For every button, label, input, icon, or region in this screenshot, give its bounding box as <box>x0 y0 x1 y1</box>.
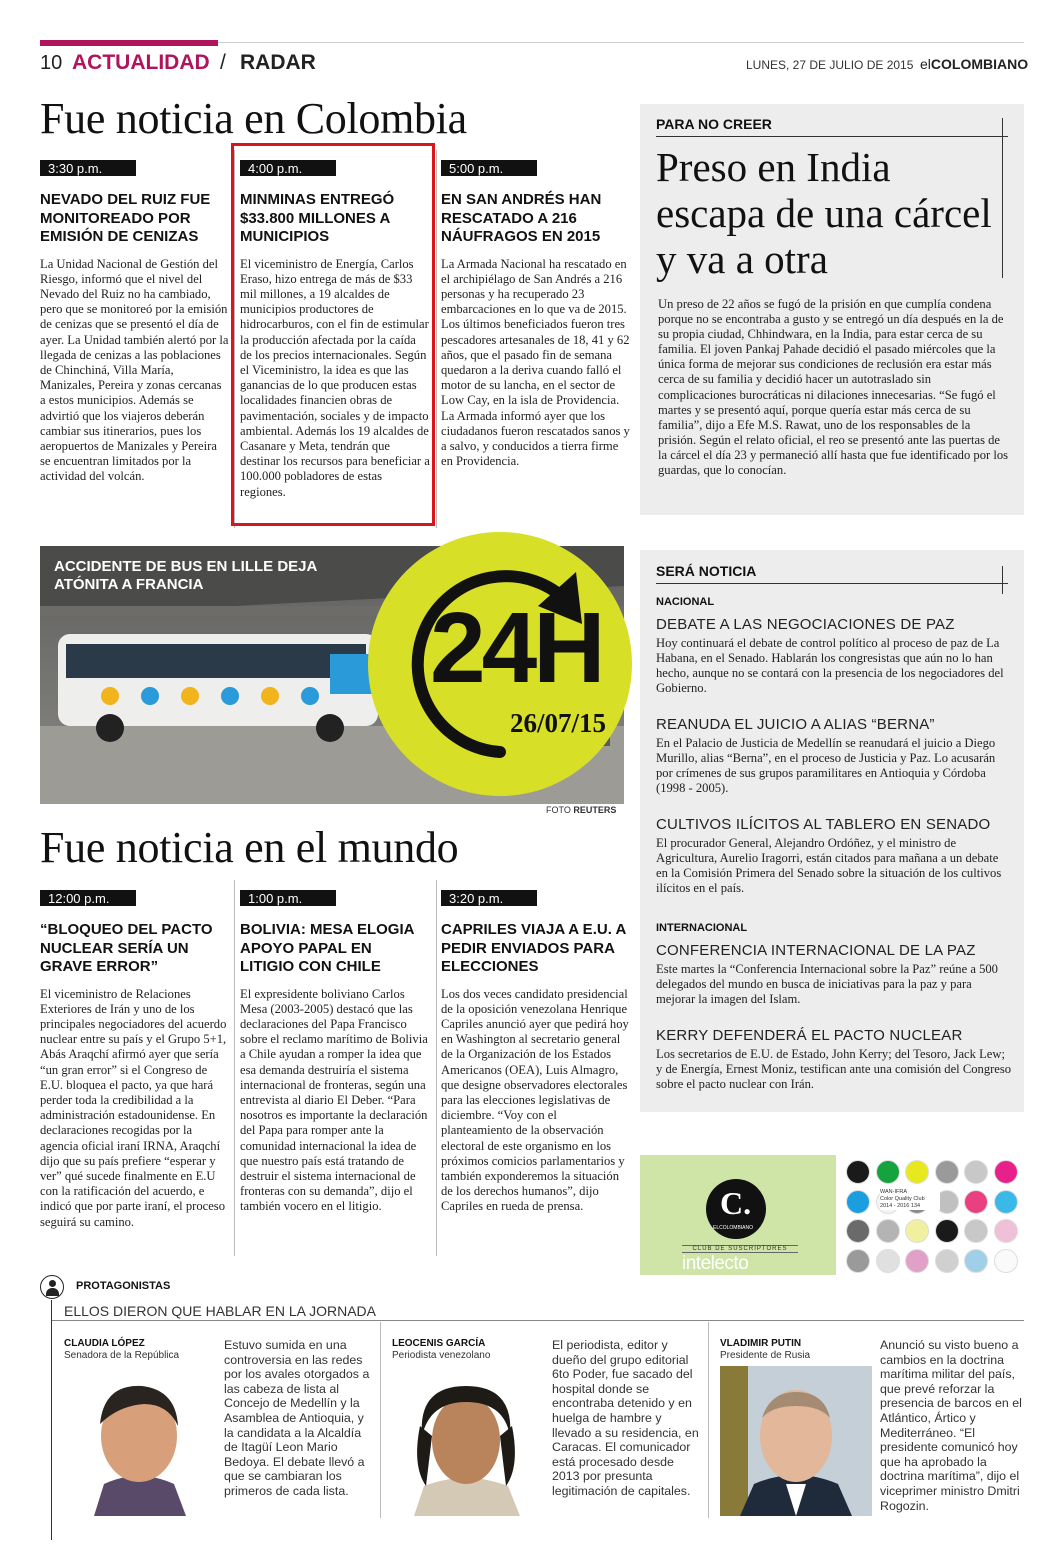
person-role: Presidente de Rusia <box>720 1350 811 1361</box>
logo-small-text: ELCOLOMBIANO <box>713 1225 754 1231</box>
para-no-creer-panel <box>640 104 1024 515</box>
item-headline: NEVADO DEL RUIZ FUE MONITOREADO POR EMISIÓN DE CENIZAS <box>40 191 211 245</box>
colombia-item-2 <box>240 158 430 500</box>
column-divider <box>708 1322 709 1518</box>
sera-item <box>656 816 1012 896</box>
mundo-item-1 <box>40 888 230 1230</box>
brand-prefix: el <box>920 56 931 72</box>
color-swatch <box>846 1190 870 1214</box>
section-separator: / <box>220 51 226 74</box>
item-headline: “BLOQUEO DEL PACTO NUCLEAR SERÍA UN GRAVE ERROR” <box>40 921 213 975</box>
sera-item-body: El procurador General, Alejandro Ordóñez, y el ministro de Agricultura, Aurelio Iragorri, están citados para mañana a un debate en la Comisión Primera del Senado sobre la situación de los cultivos ilícitos en el país. <box>656 836 1002 895</box>
panel-rule <box>1002 118 1003 278</box>
sera-item-headline: CONFERENCIA INTERNACIONAL DE LA PAZ <box>656 942 976 959</box>
sera-item-body: En el Palacio de Justicia de Medellín se reanudará el juicio a Diego Murillo, alias “Berna”, en el proceso de Justicia y Paz. Lo acusarán por crímenes de sus grupos paramilitares en Antioquia y Córdoba (1998 - 2005). <box>656 736 996 795</box>
protagonistas-divider <box>52 1320 1024 1321</box>
person-role: Senadora de la República <box>64 1350 180 1361</box>
brand-name: COLOMBIANO <box>930 56 1029 72</box>
person-name: VLADIMIR PUTIN <box>720 1338 802 1349</box>
header-rule <box>218 42 1024 43</box>
photo-credit-label: FOTO <box>546 805 571 815</box>
color-swatch <box>935 1160 959 1184</box>
24h-date: 26/07/15 <box>510 708 607 738</box>
sera-item <box>656 1027 1012 1092</box>
mundo-item-2 <box>240 888 430 1215</box>
item-body: La Unidad Nacional de Gestión del Riesgo, informó que el nivel del Nevado del Ruiz no ha cambiado, pero que se monitoreó por la emisión de cenizas que se presentó el día de ayer. La Unidad también alertó por la llegada de cenizas a las poblaciones de Chinchiná, Villa María, Manizales, Pereira y zonas cercanas a estos municipios. Además se advirtió que los viajeros deberán cambiar sus itinerarios, pues los aeropuertos de Manizales y Pereira se encuentran limitados por la actividad del volcán. <box>40 256 229 484</box>
item-body: La Armada Nacional ha rescatado en el archipiélago de San Andrés a 216 personas y ha recuperado 23 embarcaciones en lo que va de 2015. Los últimos beneficiados fueron tres pescadores artesanales de 18, 41 y 62 años, que el pasado fin de semana quedaron a la deriva cuando falló el motor de su lancha, en el sector de Low Cay, en la isla de Providencia. La Armada informó ayer que los ciudadanos fueron rescatados sanos y a salvo, y conducidos a tierra firme en Providencia. <box>441 256 630 469</box>
intelecto-ad[interactable] <box>640 1155 836 1275</box>
panel-rule <box>1002 566 1003 594</box>
item-time: 1:00 p.m. <box>240 890 336 906</box>
color-swatch <box>964 1160 988 1184</box>
portrait-image <box>64 1366 214 1516</box>
quality-line: WAN-IFRA <box>880 1189 907 1195</box>
color-swatch <box>935 1219 959 1243</box>
color-swatch <box>905 1219 929 1243</box>
color-swatch <box>876 1160 900 1184</box>
person-text: El periodista, editor y dueño del grupo editorial 6to Poder, fue sacado del hospital donde se encontraba detenido y en huelga de hambre y llevado a su residencia, en Caracas. El comunicador está procesado desde 2013 por presunta legitimación de capitales. <box>552 1338 699 1498</box>
quality-line: 2014 - 2016 134 <box>880 1203 921 1209</box>
quality-club-label <box>880 1189 940 1210</box>
mundo-section-title: Fue noticia en el mundo <box>40 823 459 872</box>
item-time: 12:00 p.m. <box>40 890 136 906</box>
color-swatch <box>964 1190 988 1214</box>
color-quality-bar <box>846 1160 1024 1272</box>
subsection-title: RADAR <box>240 51 316 74</box>
header-accent-bar <box>40 40 218 46</box>
sera-item-headline: CULTIVOS ILÍCITOS AL TABLERO EN SENADO <box>656 816 991 833</box>
mundo-item-3 <box>441 888 631 1215</box>
claudia-lopez-photo <box>64 1366 214 1516</box>
colombia-item-1 <box>40 158 230 485</box>
color-swatch <box>846 1249 870 1273</box>
photo-credit <box>546 805 616 815</box>
portrait-image <box>720 1366 872 1516</box>
sera-item-headline: KERRY DEFENDERÁ EL PACTO NUCLEAR <box>656 1027 963 1044</box>
club-label: CLUB DE SUSCRIPTORES <box>682 1245 798 1253</box>
color-swatch <box>964 1219 988 1243</box>
page-number: 10 <box>40 52 63 74</box>
sera-noticia-kicker: SERÁ NOTICIA <box>656 563 1008 584</box>
column-divider <box>234 880 235 1256</box>
color-swatch <box>994 1219 1018 1243</box>
newspaper-brand <box>920 56 1028 72</box>
24h-badge <box>368 532 632 796</box>
column-divider <box>380 1322 381 1518</box>
person-icon <box>40 1275 64 1299</box>
color-swatch <box>876 1219 900 1243</box>
color-swatch <box>994 1249 1018 1273</box>
person-name: LEOCENIS GARCÍA <box>392 1338 486 1349</box>
sera-noticia-nacional <box>656 596 1012 896</box>
logo-letter: C. <box>720 1185 752 1221</box>
protagonistas-rule <box>51 1300 52 1540</box>
sera-item-body: Este martes la “Conferencia Internacional sobre la Paz” reúne a 500 delegados del mundo en busca de iniciativas para la paz y para mejorar la imagen del Islam. <box>656 962 998 1006</box>
sera-item <box>656 616 1012 696</box>
group-label: NACIONAL <box>656 596 715 608</box>
sera-item <box>656 716 1012 796</box>
color-swatch <box>964 1249 988 1273</box>
color-swatch <box>846 1160 870 1184</box>
item-time: 4:00 p.m. <box>240 160 336 176</box>
item-body: El viceministro de Energía, Carlos Eraso, hizo entrega de más de $33 mil millones, a 19 alcaldes de municipios productores de hidrocarburos, con el fin de estimular la producción afectada por la caída de los precios internacionales. Según el Viceministro, la idea es que las ganancias de lo que producen estas localidades financien obras de pavimentación, sociales y de impacto ambiental. Además los 19 alcaldes de Casanare y Meta, tendrán que destinar los recursos para beneficiar a 100.000 pobladores de estas regiones. <box>240 256 430 499</box>
protagonistas-label: PROTAGONISTAS <box>76 1280 171 1292</box>
item-headline: MINMINAS ENTREGÓ $33.800 MILLONES A MUNICIPIOS <box>240 191 395 245</box>
section-title: ACTUALIDAD <box>72 51 210 74</box>
group-label: INTERNACIONAL <box>656 922 748 934</box>
photo-caption: ACCIDENTE DE BUS EN LILLE DEJA ATÓNITA A FRANCIA <box>54 558 317 593</box>
item-body: El viceministro de Relaciones Exteriores de Irán y uno de los principales negociadores del acuerdo nuclear entre su país y el Grupo 5+1, Abás Araqchí afirmó ayer que sería “un gran error” si el Congreso de E.U. bloquea el pacto, ya que hará perder toda la credibilidad a la administración estadounidense. En declaraciones recogidas por la agencia oficial iraní IRNA, Araqchí dijo que su país prefiere “esperar y ver” qué sucede finalmente en E.U con la ratificación del acuerdo, e indicó que por parte iraní, el proceso seguirá su camino. <box>40 986 227 1229</box>
item-body: El expresidente boliviano Carlos Mesa (2003-2005) destacó que las declaraciones del Papa Francisco sobre el reclamo marítimo de Bolivia a Chile ayudan a romper la idea que esa demanda destruiría el sistema internacional de fronteras, según una entrevista al diario El Deber. “Para nosotros es importante la declaración del Papa para romper ante la comunidad internacional la idea de que nuestro país está tratando de destruir el sistema internacional de fronteras con su demanda”, dijo el también vocero en el litigio. <box>240 986 428 1214</box>
column-divider <box>436 150 437 528</box>
leocenis-garcia-photo <box>392 1366 540 1516</box>
protagonistas-subtitle: ELLOS DIERON QUE HABLAR EN LA JORNADA <box>64 1303 376 1319</box>
photo-credit-source: REUTERS <box>573 805 617 815</box>
24h-label: 24H <box>430 592 602 704</box>
para-no-creer-kicker: PARA NO CREER <box>656 116 1008 137</box>
sera-noticia-internacional <box>656 922 1012 1092</box>
colombia-item-3 <box>441 158 631 469</box>
color-swatch <box>876 1249 900 1273</box>
person-text: Estuvo sumida en una controversia en las redes por los avales otorgados a las cabeza de lista al Concejo de Medellín y la Asamblea de Antioquia, y la candidata a la Alcaldía de Itagüí Leon Mario Bedoya. El debate llevó a que se cambiaran los primeros de cada lista. <box>224 1338 370 1498</box>
item-headline: EN SAN ANDRÉS HAN RESCATADO A 216 NÁUFRAGOS EN 2015 <box>441 191 602 245</box>
sera-item-headline: DEBATE A LAS NEGOCIACIONES DE PAZ <box>656 616 955 633</box>
color-swatch <box>994 1160 1018 1184</box>
para-no-creer-title: Preso en India escapa de una cárcel y va a otra <box>656 144 992 282</box>
person-name: CLAUDIA LÓPEZ <box>64 1338 145 1349</box>
intelecto-brand: intelecto <box>682 1253 749 1274</box>
color-swatch <box>935 1249 959 1273</box>
sera-noticia-panel <box>640 550 1024 1112</box>
color-swatch <box>994 1190 1018 1214</box>
color-swatch <box>905 1249 929 1273</box>
item-time: 3:20 p.m. <box>441 890 537 906</box>
item-time: 3:30 p.m. <box>40 160 136 176</box>
item-headline: CAPRILES VIAJA A E.U. A PEDIR ENVIADOS PARA ELECCIONES <box>441 921 626 975</box>
column-divider <box>436 880 437 1256</box>
colombia-section-title: Fue noticia en Colombia <box>40 94 467 143</box>
person-role: Periodista venezolano <box>392 1350 491 1361</box>
sera-item <box>656 942 1012 1007</box>
issue-date: LUNES, 27 DE JULIO DE 2015 <box>746 58 914 72</box>
item-headline: BOLIVIA: MESA ELOGIA APOYO PAPAL EN LITIGIO CON CHILE <box>240 921 414 975</box>
portrait-image <box>392 1366 540 1516</box>
quality-line: Color Quality Club <box>880 1196 925 1202</box>
item-time: 5:00 p.m. <box>441 160 537 176</box>
color-swatch <box>846 1219 870 1243</box>
para-no-creer-body: Un preso de 22 años se fugó de la prisión en que cumplía condena porque no se encontraba a gusto y se entregó un día después en la de su propia ciudad, Chhindwara, en la India, para estar cerca de su familia. El joven Pankaj Pahade decidió el pasado miércoles que la única forma de mejorar sus condiciones de reclusión era estar más cerca de su familia y decidió hacer un autotraslado sin complicaciones burocráticas ni dilaciones innecesarias. “Se fugó el martes y se presentó aquí, porque quería estar más cerca de su familia”, dijo a Efe M.S. Rawat, uno de los responsables de la prisión. Según el relato oficial, el reo se presentó ante las puertas de la cárcel el día 23 y permaneció allí hasta que fue identificado por los guardas, que lo conocían. <box>658 297 1009 478</box>
person-text: Anunció su visto bueno a cambios en la doctrina marítima militar del país, que prevé reforzar la presencia de barcos en el Atlántico, Ártico y Mediterráneo. “El presidente comunicó hoy que ha aprobado la doctrina marítima”, dijo el viceprimer ministro Dmitri Rogozin. <box>880 1338 1022 1513</box>
item-body: Los dos veces candidato presidencial de la oposición venezolana Henrique Capriles anunció ayer que pedirá hoy en Washington al secretario general de la Organización de los Estados Americanos (OEA), Luis Almagro, que designe observadores electorales para las elecciones legislativas de diciembre. “Voy con el planteamiento de la observación electoral de este organismo en los próximos comicios parlamentarios y también exponderemos la situación de los derechos humanos”, dijo Capriles en rueda de prensa. <box>441 986 629 1214</box>
sera-item-body: Los secretarios de E.U. de Estado, John Kerry; del Tesoro, Jack Lew; y de Energía, Ernest Moniz, testifican ante una comisión del Congreso sobre el pacto nuclear con Irán. <box>656 1047 1012 1091</box>
color-swatch <box>905 1160 929 1184</box>
sera-item-body: Hoy continuará el debate de control político al proceso de paz de La Habana, en el Senado. Hablarán los congresistas que aún no lo han hecho, aunque no se contará con la presencia de los negociadores del Gobierno. <box>656 636 1004 695</box>
vladimir-putin-photo <box>720 1366 872 1516</box>
sera-item-headline: REANUDA EL JUICIO A ALIAS “BERNA” <box>656 716 935 733</box>
